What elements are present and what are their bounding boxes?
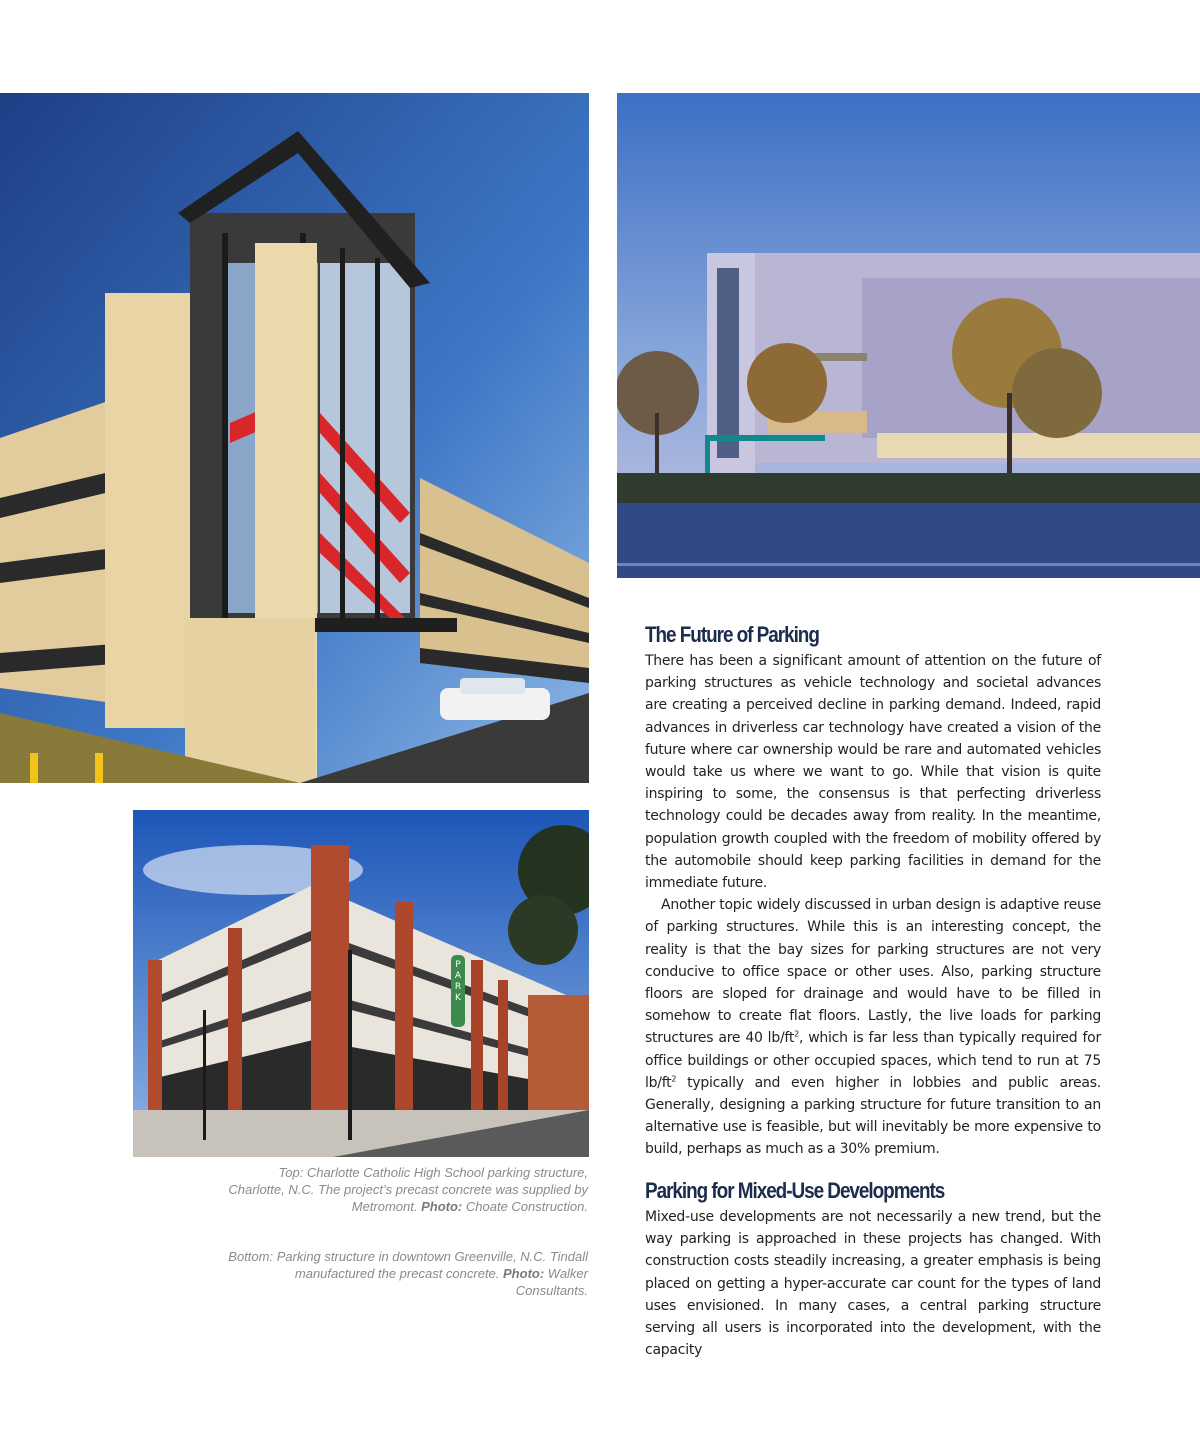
paragraph-text: Another topic widely discussed in urban design is adaptive reuse of parking structures. While this is an interesting concept, the reality is that the bay sizes for parking structures are not very conducive to office space or other uses. Also, parking structure floors are sloped for drainage and would have to be filled in somehow to create flat floors. Lastly, the live loads for parking structures are 40 lb/ft	[645, 897, 1101, 1047]
caption-bottom-credit-label: Photo:	[503, 1266, 545, 1281]
park-sign-text: PARK	[453, 960, 463, 1004]
photo-greenville-parking-structure	[133, 810, 589, 1157]
caption-top-credit-label: Photo:	[421, 1199, 463, 1214]
photo-charlotte-catholic-garage	[0, 93, 589, 783]
body-paragraph: Mixed-use developments are not necessarily a new trend, but the way parking is approached in these projects has changed. With construction costs steadily increasing, a greater emphasis is being placed on getting a hyper-accurate car count for the types of land uses envisioned. In many cases, a central parking structure serving all users is incorporated into the development, with the capacity	[645, 1209, 1101, 1359]
section-heading: The Future of Parking	[645, 622, 819, 647]
caption-bottom-photo	[228, 1248, 588, 1299]
paragraph-text: typically and even higher in lobbies and public areas. Generally, designing a parking structure for future transition to an alternative use is feasible, but will inevitably be more expensive to build, perhaps as much as a 30% premium.	[645, 1074, 1101, 1158]
caption-bottom-credit: Walker Consultants.	[515, 1266, 588, 1298]
superscript: 2	[794, 1029, 799, 1039]
superscript: 2	[671, 1074, 677, 1084]
article-section-mixed-use	[645, 1176, 1101, 1361]
article-section-future-of-parking	[645, 620, 1101, 1161]
paragraph-text: , which is far less than typically required for office buildings or other occupied spaces, which tend to run at 75 lb/ft	[645, 1030, 1101, 1091]
caption-top-credit: Choate Construction.	[462, 1199, 588, 1214]
photo-dusk-parking-structure	[617, 93, 1200, 578]
caption-top-text: Top: Charlotte Catholic High School parking structure, Charlotte, N.C. The project’s precast concrete was supplied by Metromont.	[228, 1165, 588, 1214]
section-heading: Parking for Mixed-Use Developments	[645, 1178, 945, 1203]
body-paragraph: There has been a significant amount of attention on the future of parking structures as vehicle technology and societal advances are creating a perceived decline in parking demand. Indeed, rapid advances in driverless car technology have created a vision of the future where car ownership would be rare and automated vehicles would take us where we want to go. While that vision is quite inspiring to some, the consensus is that perfecting driverless technology could be decades away from reality. In the meantime, population growth coupled with the freedom of mobility offered by the automobile should keep parking facilities in demand for the immediate future.	[645, 653, 1101, 892]
body-paragraph	[645, 894, 1101, 1160]
caption-top-photo	[228, 1164, 588, 1215]
caption-bottom-text: Bottom: Parking structure in downtown Greenville, N.C. Tindall manufactured the precast concrete.	[228, 1249, 588, 1281]
